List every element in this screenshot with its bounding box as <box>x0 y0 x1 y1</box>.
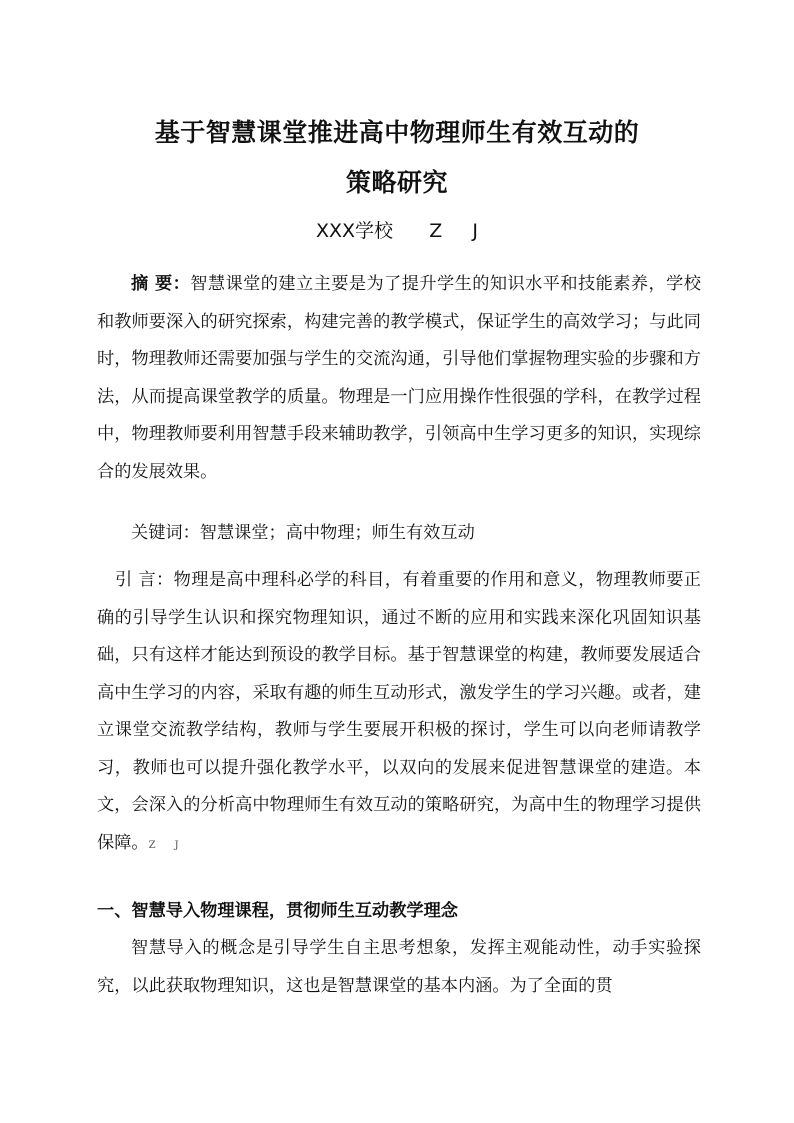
section-1-paragraph: 智慧导入的概念是引导学生自主思考想象，发挥主观能动性，动手实验探究，以此获取物理知识，这也是智慧课堂的基本内涵。为了全面的贯 <box>97 938 701 996</box>
document-title-line-1: 基于智慧课堂推进高中物理师生有效互动的 <box>154 118 640 147</box>
intro-paragraph <box>97 562 701 864</box>
abstract-paragraph <box>97 266 701 491</box>
section-1-heading: 一、智慧导入物理课程，贯彻师生互动教学理念 <box>97 901 458 921</box>
abstract-text: 智慧课堂的建立主要是为了提升学生的知识水平和技能素养，学校和教师要深入的研究探索，构建完善的教学模式，保证学生的高效学习；与此同时，物理教师还需要加强与学生的交流沟通，引导他们掌握物理实验的步骤和方法，从而提高课堂教学的质量。物理是一门应用操作性很强的学科，在教学过程中，物理教师要利用智慧手段来辅助教学，引领高中生学习更多的知识，实现综合的发展效果。 <box>97 274 701 482</box>
keywords-paragraph <box>97 515 701 553</box>
intro-mark: Z J <box>148 839 179 851</box>
abstract-label: 摘 要： <box>131 274 191 294</box>
keywords-text: 智慧课堂；高中物理；师生有效互动 <box>199 523 475 543</box>
keywords-label: 关键词： <box>131 523 200 543</box>
document-title-line-2: 策略研究 <box>345 168 448 197</box>
intro-text: 物理是高中理科必学的科目，有着重要的作用和意义，物理教师要正确的引导学生认识和探究物理知识，通过不断的应用和实践来深化巩固知识基础，只有这样才能达到预设的教学目标。基于智慧课堂的构建，教师要发展适合高中生学习的内容，采取有趣的师生互动形式，激发学生的学习兴趣。或者，建立课堂交流教学结构，教师与学生要展开积极的探讨，学生可以向老师请教学习，教师也可以提升强化教学水平，以双向的发展来促进智慧课堂的建造。本文，会深入的分析高中物理师生有效互动的策略研究，为高中生的物理学习提供保障。 <box>97 570 701 853</box>
intro-label: 引 言： <box>115 570 174 590</box>
author-line: XXX学校 Z J <box>315 220 479 242</box>
